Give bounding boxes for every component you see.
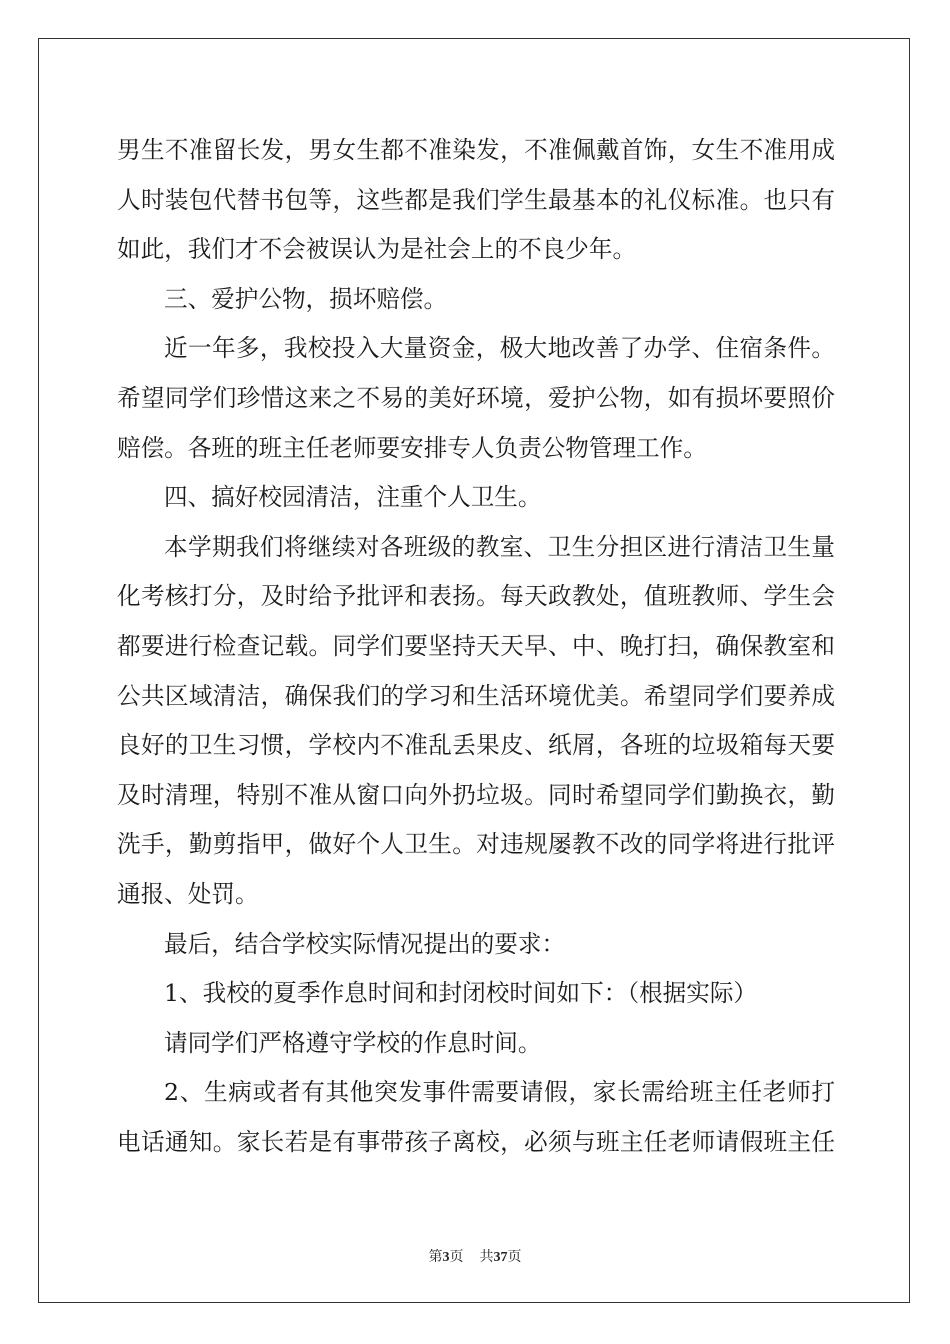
page-current: 3	[442, 1250, 450, 1265]
total-prefix: 共	[479, 1250, 494, 1265]
text-line: 洗手，勤剪指甲，做好个人卫生。对违规屡教不改的同学将进行批评	[117, 830, 835, 859]
text-line: 电话通知。家长若是有事带孩子离校，必须与班主任老师请假班主任	[117, 1127, 835, 1156]
text-line: 本学期我们将继续对各班级的教室、卫生分担区进行清洁卫生量	[164, 532, 835, 561]
text-line: 赔偿。各班的班主任老师要安排专人负责公物管理工作。	[117, 433, 707, 462]
text-line: 最后，结合学校实际情况提出的要求：	[164, 929, 566, 958]
text-line: 通报、处罚。	[117, 879, 259, 908]
page-prefix: 第	[428, 1250, 443, 1265]
text-line: 及时清理，特别不准从窗口向外扔垃圾。同时希望同学们勤换衣，勤	[117, 780, 835, 809]
text-line: 希望同学们珍惜这来之不易的美好环境，爱护公物，如有损坏要照价	[117, 383, 835, 412]
text-line: 良好的卫生习惯，学校内不准乱丢果皮、纸屑，各班的垃圾箱每天要	[117, 731, 835, 760]
document-body	[117, 126, 835, 1167]
page-footer	[0, 1246, 950, 1266]
list-item: 1、我校的夏季作息时间和封闭校时间如下：（根据实际）	[164, 979, 758, 1008]
text-line: 男生不准留长发，男女生都不准染发，不准佩戴首饰，女生不准用成	[117, 136, 835, 164]
text-line: 如此，我们才不会被误认为是社会上的不良少年。	[117, 235, 637, 264]
text-line: 人时装包代替书包等，这些都是我们学生最基本的礼仪标准。也只有	[117, 185, 835, 214]
section-heading: 四、搞好校园清洁，注重个人卫生。	[164, 483, 542, 512]
page-total: 37	[493, 1250, 508, 1265]
text-line: 化考核打分，及时给予批评和表扬。每天政教处，值班教师、学生会	[117, 582, 835, 611]
section-heading: 三、爱护公物，损坏赔偿。	[164, 284, 448, 313]
page-suffix: 页	[449, 1250, 464, 1265]
list-item: 2、生病或者有其他突发事件需要请假，家长需给班主任老师打	[164, 1078, 835, 1107]
text-line: 近一年多，我校投入大量资金，极大地改善了办学、住宿条件。	[164, 334, 835, 363]
text-line: 都要进行检查记载。同学们要坚持天天早、中、晚打扫，确保教室和	[117, 631, 835, 660]
text-line: 公共区域清洁，确保我们的学习和生活环境优美。希望同学们要养成	[117, 681, 835, 710]
total-suffix: 页	[507, 1250, 522, 1265]
text-line: 请同学们严格遵守学校的作息时间。	[164, 1028, 542, 1057]
